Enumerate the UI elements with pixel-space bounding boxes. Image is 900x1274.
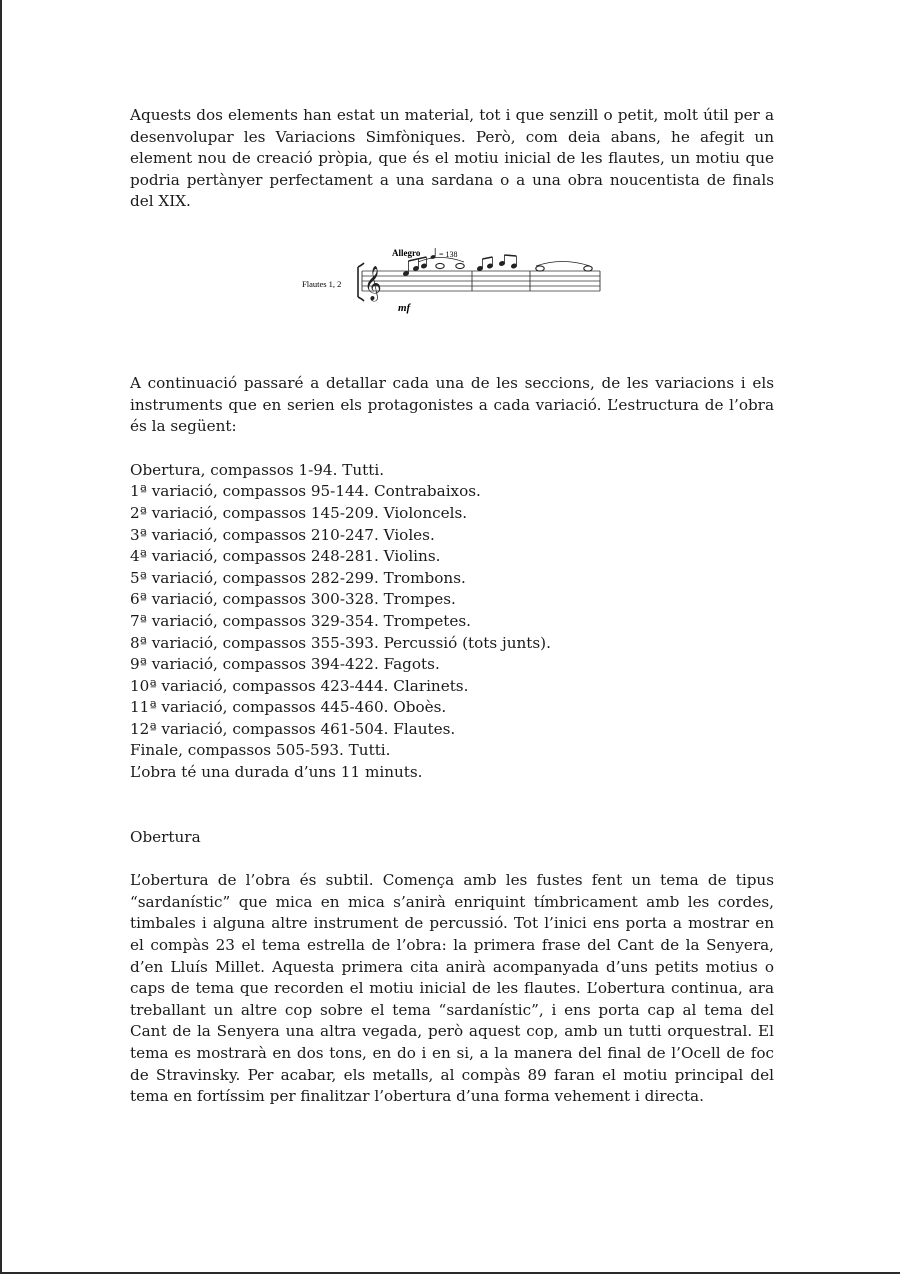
list-item: Finale, compassos 505-593. Tutti. (130, 741, 391, 760)
overture-paragraph: L’obertura de l’obra és subtil. Comença amb les fustes fent un tema de tipus “sardanístic” que mica en mica s’anirà enriquint tímbricament amb les cordes, timbales i alguna altre instrument de percussió. Tot l’inici ens porta a mostrar en el compàs 23 el tema estrella de l’obra: la primera frase del Cant de la Senyera, d’en Lluís Millet. Aquesta primera cita anirà acompanyada d’uns petits motius o caps de tema que recorden el motiu inicial de les flautes. L’obertura continua, ara treballant un altre cop sobre el tema “sardanístic”, i ens porta cap al tema del Cant de la Senyera una altra vegada, però aquest cop, amb un tutti orquestral. El tema es mostrarà en dos tons, en do i en si, a la manera del final de l’Ocell de foc de Stravinsky. Per acabar, els metalls, al compàs 89 faran el motiu principal del tema en fortíssim per finalitzar l’obertura d’una forma vehement i directa. (130, 871, 774, 1106)
list-item: 11ª variació, compassos 445-460. Oboès. (130, 698, 447, 717)
sections-intro-paragraph: A continuació passaré a detallar cada una de les seccions, de les variacions i els instruments que en serien els protagonistes a cada variació. L’estructura de l’obra és la següent: (130, 373, 774, 436)
tempo-value: = 138 (439, 249, 458, 259)
music-score-figure (130, 227, 774, 345)
list-item: 4ª variació, compassos 248-281. Violins. (130, 547, 441, 566)
dynamic-marking: mf (398, 301, 411, 314)
treble-clef-icon: 𝄞 (364, 265, 382, 301)
intro-paragraph: Aquests dos elements han estat un material, tot i que senzill o petit, molt útil per a desenvolupar les Variacions Simfòniques. Però, com deia abans, he afegit un element nou de creació pròpia, que és el motiu inicial de les flautes, un motiu que podria pertànyer perfectament a una sardana o a una obra noucentista de finals del XIX. (130, 106, 774, 211)
list-item: 12ª variació, compassos 461-504. Flautes. (130, 719, 456, 738)
flute-motif-score (300, 227, 620, 345)
section-heading-overture: Obertura (130, 827, 201, 846)
list-item: 5ª variació, compassos 282-299. Trombons. (130, 568, 466, 587)
list-item: 1ª variació, compassos 95-144. Contrabaixos. (130, 482, 481, 501)
structure-list (130, 460, 774, 762)
list-item: Obertura, compassos 1-94. Tutti. (130, 460, 385, 479)
instrument-label: Flautes 1, 2 (302, 278, 342, 289)
list-item: 6ª variació, compassos 300-328. Trompes. (130, 590, 456, 609)
bar-2-notes (477, 255, 517, 271)
bar-1-notes (403, 257, 464, 276)
list-item: 9ª variació, compassos 394-422. Fagots. (130, 655, 440, 674)
bar-3-notes (536, 261, 592, 271)
list-item: 3ª variació, compassos 210-247. Violes. (130, 525, 435, 544)
page-content (130, 105, 774, 1108)
staff-lines (362, 271, 600, 291)
list-item: 8ª variació, compassos 355-393. Percussió (tots junts). (130, 633, 551, 652)
list-item: 2ª variació, compassos 145-209. Violoncels. (130, 503, 468, 522)
list-item: 7ª variació, compassos 329-354. Trompetes. (130, 611, 471, 630)
list-item: 10ª variació, compassos 423-444. Clarinets. (130, 676, 469, 695)
tempo-marking: Allegro (392, 247, 421, 258)
duration-paragraph: L’obra té una durada d’uns 11 minuts. (130, 763, 423, 782)
